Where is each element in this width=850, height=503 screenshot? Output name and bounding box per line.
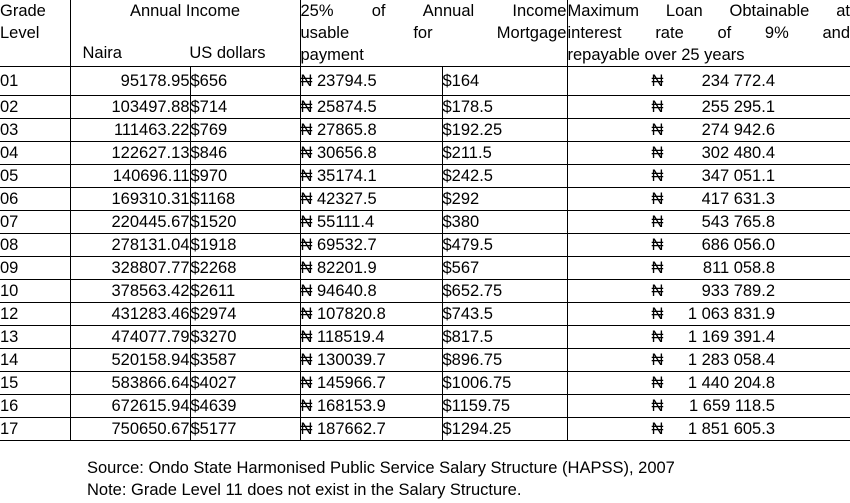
mortgage-usd-cell: $567 (442, 257, 567, 280)
grade-cell: 05 (0, 165, 70, 188)
naira-income-cell: 431283.46 (70, 303, 190, 326)
mortgage-naira-cell: ₦ 82201.9 (300, 257, 442, 280)
mortgage-usd-cell: $242.5 (442, 165, 567, 188)
max-loan-value: 234 772.4 (701, 72, 775, 90)
max-loan-value: 1 659 118.5 (689, 397, 775, 415)
naira-income-cell: 111463.22 (70, 119, 190, 142)
naira-income-cell: 520158.94 (70, 349, 190, 372)
naira-income-cell: 583866.64 (70, 372, 190, 395)
naira-symbol: ₦ (651, 98, 664, 116)
naira-income-cell: 95178.95 (70, 67, 190, 96)
mortgage-usd-cell: $1006.75 (442, 372, 567, 395)
mortgage-naira-cell: ₦ 42327.5 (300, 188, 442, 211)
naira-symbol: ₦ (651, 167, 664, 185)
usd-income-cell: $970 (190, 165, 300, 188)
grade-cell: 02 (0, 96, 70, 119)
naira-symbol: ₦ (651, 259, 664, 277)
table-row (0, 326, 850, 349)
naira-subheader: Naira (82, 44, 122, 62)
usable-header-line1: 25% of Annual Income (300, 2, 567, 20)
max-loan-value: 255 295.1 (701, 98, 775, 116)
max-loan-value: 1 440 204.8 (687, 374, 775, 392)
max-loan-value: 686 056.0 (701, 236, 775, 254)
mortgage-usd-cell: $743.5 (442, 303, 567, 326)
naira-income-cell: 220445.67 (70, 211, 190, 234)
annual-income-header (70, 0, 300, 67)
annual-income-title: Annual Income (129, 2, 241, 20)
grade-cell: 01 (0, 67, 70, 96)
table-row (0, 303, 850, 326)
usd-subheader: US dollars (189, 44, 266, 62)
grade-cell: 15 (0, 372, 70, 395)
naira-symbol: ₦ (651, 121, 664, 139)
usable-income-header (300, 0, 567, 67)
grade-cell: 03 (0, 119, 70, 142)
naira-symbol: ₦ (651, 236, 664, 254)
grade-cell: 14 (0, 349, 70, 372)
table-row (0, 119, 850, 142)
usable-header-line3: payment (300, 46, 364, 64)
usable-header-line2: usable for Mortgage (300, 24, 567, 42)
loan-header-line2: interest rate of 9% and (567, 24, 850, 42)
max-loan-cell (567, 67, 850, 96)
loan-header-line3: repayable over 25 years (567, 46, 745, 64)
mortgage-usd-cell: $896.75 (442, 349, 567, 372)
mortgage-naira-cell: ₦ 30656.8 (300, 142, 442, 165)
grade-cell: 07 (0, 211, 70, 234)
grade-note: Note: Grade Level 11 does not exist in the Salary Structure. (87, 481, 522, 499)
mortgage-naira-cell: ₦ 23794.5 (300, 67, 442, 96)
header-row (0, 0, 850, 67)
naira-symbol: ₦ (651, 72, 664, 90)
mortgage-naira-cell: ₦ 187662.7 (300, 418, 442, 441)
mortgage-naira-cell: ₦ 145966.7 (300, 372, 442, 395)
mortgage-usd-cell: $652.75 (442, 280, 567, 303)
max-loan-cell (567, 165, 850, 188)
mortgage-naira-cell: ₦ 25874.5 (300, 96, 442, 119)
mortgage-usd-cell: $292 (442, 188, 567, 211)
source-note: Source: Ondo State Harmonised Public Service Salary Structure (HAPSS), 2007 (87, 459, 675, 477)
max-loan-cell (567, 119, 850, 142)
grade-cell: 08 (0, 234, 70, 257)
max-loan-cell (567, 418, 850, 441)
table-row (0, 418, 850, 441)
max-loan-cell (567, 372, 850, 395)
table-row (0, 165, 850, 188)
usd-income-cell: $714 (190, 96, 300, 119)
naira-income-cell: 140696.11 (70, 165, 190, 188)
table-row (0, 96, 850, 119)
usd-income-cell: $1168 (190, 188, 300, 211)
grade-cell: 17 (0, 418, 70, 441)
table-row (0, 142, 850, 165)
naira-income-cell: 672615.94 (70, 395, 190, 418)
grade-cell: 10 (0, 280, 70, 303)
usd-income-cell: $769 (190, 119, 300, 142)
max-loan-header (567, 0, 850, 67)
max-loan-value: 543 765.8 (701, 213, 775, 231)
mortgage-naira-cell: ₦ 107820.8 (300, 303, 442, 326)
table-row (0, 395, 850, 418)
table-row (0, 188, 850, 211)
max-loan-cell (567, 142, 850, 165)
naira-symbol: ₦ (651, 190, 664, 208)
mortgage-naira-cell: ₦ 55111.4 (300, 211, 442, 234)
table-row (0, 280, 850, 303)
table-body (0, 67, 850, 441)
usd-income-cell: $656 (190, 67, 300, 96)
max-loan-cell (567, 326, 850, 349)
mortgage-usd-cell: $1159.75 (442, 395, 567, 418)
usd-income-cell: $2611 (190, 280, 300, 303)
table-row (0, 67, 850, 96)
grade-header-line2: Level (0, 24, 40, 42)
mortgage-naira-cell: ₦ 69532.7 (300, 234, 442, 257)
max-loan-cell (567, 280, 850, 303)
naira-income-cell: 122627.13 (70, 142, 190, 165)
max-loan-value: 347 051.1 (701, 167, 775, 185)
naira-income-cell: 278131.04 (70, 234, 190, 257)
max-loan-value: 417 631.3 (701, 190, 775, 208)
mortgage-naira-cell: ₦ 118519.4 (300, 326, 442, 349)
mortgage-usd-cell: $164 (442, 67, 567, 96)
max-loan-cell (567, 188, 850, 211)
naira-symbol: ₦ (651, 351, 664, 369)
grade-level-header (0, 0, 70, 67)
grade-cell: 12 (0, 303, 70, 326)
table-notes (87, 457, 675, 501)
max-loan-cell (567, 234, 850, 257)
grade-cell: 04 (0, 142, 70, 165)
max-loan-value: 302 480.4 (701, 144, 775, 162)
usd-income-cell: $846 (190, 142, 300, 165)
naira-symbol: ₦ (651, 305, 664, 323)
grade-cell: 06 (0, 188, 70, 211)
naira-income-cell: 474077.79 (70, 326, 190, 349)
naira-symbol: ₦ (651, 213, 664, 231)
max-loan-cell (567, 211, 850, 234)
naira-symbol: ₦ (651, 397, 664, 415)
max-loan-cell (567, 96, 850, 119)
max-loan-value: 1 169 391.4 (687, 328, 775, 346)
naira-income-cell: 169310.31 (70, 188, 190, 211)
mortgage-usd-cell: $192.25 (442, 119, 567, 142)
naira-income-cell: 103497.88 (70, 96, 190, 119)
table-row (0, 349, 850, 372)
max-loan-cell (567, 395, 850, 418)
mortgage-naira-cell: ₦ 168153.9 (300, 395, 442, 418)
max-loan-cell (567, 257, 850, 280)
usd-income-cell: $2974 (190, 303, 300, 326)
max-loan-value: 1 063 831.9 (687, 305, 775, 323)
grade-header-line1: Grade (0, 2, 46, 20)
mortgage-usd-cell: $178.5 (442, 96, 567, 119)
mortgage-usd-cell: $479.5 (442, 234, 567, 257)
loan-header-line1: Maximum Loan Obtainable at (567, 2, 850, 20)
usd-income-cell: $5177 (190, 418, 300, 441)
max-loan-value: 933 789.2 (701, 282, 775, 300)
max-loan-value: 1 283 058.4 (687, 351, 775, 369)
grade-cell: 09 (0, 257, 70, 280)
grade-cell: 16 (0, 395, 70, 418)
grade-cell: 13 (0, 326, 70, 349)
max-loan-value: 811 058.8 (702, 259, 775, 277)
table-row (0, 211, 850, 234)
naira-symbol: ₦ (651, 282, 664, 300)
max-loan-cell (567, 349, 850, 372)
naira-symbol: ₦ (651, 420, 664, 438)
mortgage-naira-cell: ₦ 130039.7 (300, 349, 442, 372)
naira-income-cell: 328807.77 (70, 257, 190, 280)
naira-income-cell: 378563.42 (70, 280, 190, 303)
naira-income-cell: 750650.67 (70, 418, 190, 441)
naira-symbol: ₦ (651, 374, 664, 392)
mortgage-usd-cell: $211.5 (442, 142, 567, 165)
usd-income-cell: $4027 (190, 372, 300, 395)
usd-income-cell: $2268 (190, 257, 300, 280)
max-loan-value: 274 942.6 (701, 121, 775, 139)
usd-income-cell: $1520 (190, 211, 300, 234)
mortgage-usd-cell: $380 (442, 211, 567, 234)
usd-income-cell: $4639 (190, 395, 300, 418)
mortgage-usd-cell: $1294.25 (442, 418, 567, 441)
usd-income-cell: $3587 (190, 349, 300, 372)
table-row (0, 372, 850, 395)
usd-income-cell: $1918 (190, 234, 300, 257)
max-loan-value: 1 851 605.3 (687, 420, 775, 438)
table-row (0, 257, 850, 280)
usd-income-cell: $3270 (190, 326, 300, 349)
naira-symbol: ₦ (651, 328, 664, 346)
mortgage-usd-cell: $817.5 (442, 326, 567, 349)
max-loan-cell (567, 303, 850, 326)
naira-symbol: ₦ (651, 144, 664, 162)
mortgage-naira-cell: ₦ 27865.8 (300, 119, 442, 142)
mortgage-naira-cell: ₦ 35174.1 (300, 165, 442, 188)
mortgage-naira-cell: ₦ 94640.8 (300, 280, 442, 303)
table-row (0, 234, 850, 257)
